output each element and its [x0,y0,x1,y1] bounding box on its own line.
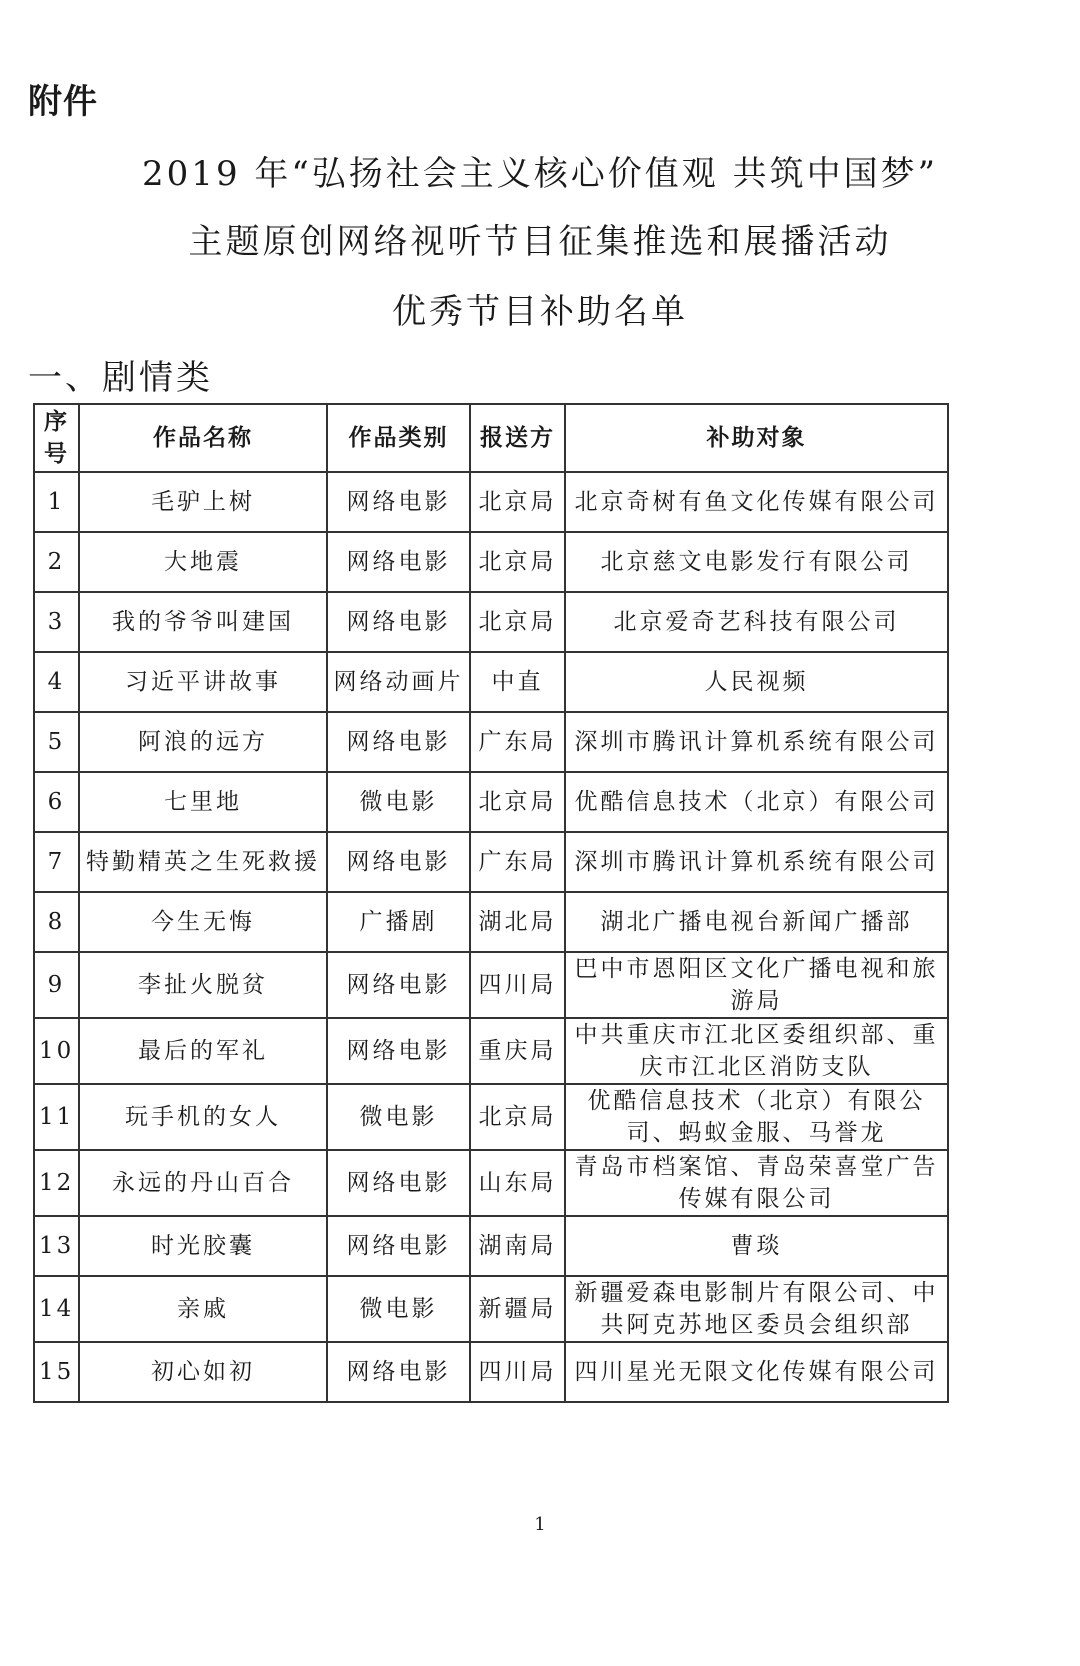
table-header-row [34,404,948,472]
cell-name: 李扯火脱贫 [79,952,327,1018]
header-no-line-2: 号 [44,441,69,467]
cell-recipient: 深圳市腾讯计算机系统有限公司 [565,712,948,772]
page-number: 1 [534,1514,546,1535]
cell-no: 13 [34,1216,79,1276]
cell-no: 15 [34,1342,79,1402]
cell-submitter: 重庆局 [470,1018,565,1084]
cell-name: 大地震 [79,532,327,592]
cell-name: 七里地 [79,772,327,832]
table-row [34,532,948,592]
cell-category: 网络动画片 [327,652,470,712]
cell-recipient: 人民视频 [565,652,948,712]
cell-submitter: 中直 [470,652,565,712]
cell-name: 习近平讲故事 [79,652,327,712]
cell-no: 14 [34,1276,79,1342]
cell-submitter: 广东局 [470,832,565,892]
cell-category: 微电影 [327,772,470,832]
cell-submitter: 湖南局 [470,1216,565,1276]
header-no-line-1: 序 [44,409,69,435]
cell-name: 玩手机的女人 [79,1084,327,1150]
cell-no: 6 [34,772,79,832]
cell-name: 我的爷爷叫建国 [79,592,327,652]
cell-category: 微电影 [327,1276,470,1342]
cell-recipient: 新疆爱森电影制片有限公司、中共阿克苏地区委员会组织部 [565,1276,948,1342]
cell-category: 网络电影 [327,592,470,652]
cell-no: 3 [34,592,79,652]
cell-no: 7 [34,832,79,892]
table-row [34,1018,948,1084]
cell-no: 12 [34,1150,79,1216]
table-row [34,1342,948,1402]
cell-no: 11 [34,1084,79,1150]
table-row [34,712,948,772]
header-name: 作品名称 [79,404,327,472]
cell-no: 2 [34,532,79,592]
table-row [34,472,948,532]
cell-submitter: 北京局 [470,772,565,832]
cell-name: 时光胶囊 [79,1216,327,1276]
cell-submitter: 北京局 [470,1084,565,1150]
cell-submitter: 广东局 [470,712,565,772]
cell-name: 今生无悔 [79,892,327,952]
cell-name: 最后的军礼 [79,1018,327,1084]
table-row [34,772,948,832]
cell-category: 网络电影 [327,952,470,1018]
cell-category: 网络电影 [327,1342,470,1402]
document-title-line-1: 2019 年“弘扬社会主义核心价值观 共筑中国梦” [142,154,938,194]
cell-no: 10 [34,1018,79,1084]
cell-name: 特勤精英之生死救援 [79,832,327,892]
cell-submitter: 山东局 [470,1150,565,1216]
table-row [34,652,948,712]
attachment-label: 附件 [28,82,98,122]
cell-no: 9 [34,952,79,1018]
cell-recipient: 四川星光无限文化传媒有限公司 [565,1342,948,1402]
cell-no: 5 [34,712,79,772]
cell-submitter: 新疆局 [470,1276,565,1342]
header-no [34,404,79,472]
cell-recipient: 青岛市档案馆、青岛荣喜堂广告传媒有限公司 [565,1150,948,1216]
cell-category: 广播剧 [327,892,470,952]
cell-category: 网络电影 [327,532,470,592]
cell-submitter: 四川局 [470,952,565,1018]
cell-recipient: 北京爱奇艺科技有限公司 [565,592,948,652]
cell-name: 毛驴上树 [79,472,327,532]
cell-category: 微电影 [327,1084,470,1150]
header-category: 作品类别 [327,404,470,472]
document-title-line-2: 主题原创网络视听节目征集推选和展播活动 [188,222,892,262]
cell-category: 网络电影 [327,1150,470,1216]
cell-recipient: 曹琰 [565,1216,948,1276]
cell-recipient: 北京奇树有鱼文化传媒有限公司 [565,472,948,532]
cell-category: 网络电影 [327,1216,470,1276]
cell-name: 阿浪的远方 [79,712,327,772]
table-row [34,592,948,652]
table-row [34,1276,948,1342]
header-submitter: 报送方 [470,404,565,472]
cell-category: 网络电影 [327,832,470,892]
table-row [34,832,948,892]
cell-recipient: 优酷信息技术（北京）有限公司 [565,772,948,832]
table-row [34,1216,948,1276]
cell-name: 永远的丹山百合 [79,1150,327,1216]
table-row [34,892,948,952]
cell-no: 8 [34,892,79,952]
cell-no: 4 [34,652,79,712]
table-row [34,1084,948,1150]
cell-category: 网络电影 [327,712,470,772]
cell-recipient: 湖北广播电视台新闻广播部 [565,892,948,952]
cell-submitter: 北京局 [470,472,565,532]
cell-submitter: 北京局 [470,532,565,592]
cell-submitter: 四川局 [470,1342,565,1402]
table-row [34,952,948,1018]
table-row [34,1150,948,1216]
program-table [33,403,949,1403]
section-heading: 一、剧情类 [28,358,213,398]
header-recipient: 补助对象 [565,404,948,472]
cell-submitter: 湖北局 [470,892,565,952]
cell-category: 网络电影 [327,472,470,532]
cell-recipient: 巴中市恩阳区文化广播电视和旅游局 [565,952,948,1018]
cell-recipient: 深圳市腾讯计算机系统有限公司 [565,832,948,892]
cell-category: 网络电影 [327,1018,470,1084]
document-title-line-3: 优秀节目补助名单 [392,292,688,332]
cell-recipient: 优酷信息技术（北京）有限公司、蚂蚁金服、马誉龙 [565,1084,948,1150]
cell-no: 1 [34,472,79,532]
cell-name: 初心如初 [79,1342,327,1402]
cell-submitter: 北京局 [470,592,565,652]
cell-recipient: 北京慈文电影发行有限公司 [565,532,948,592]
cell-recipient: 中共重庆市江北区委组织部、重庆市江北区消防支队 [565,1018,948,1084]
cell-name: 亲戚 [79,1276,327,1342]
